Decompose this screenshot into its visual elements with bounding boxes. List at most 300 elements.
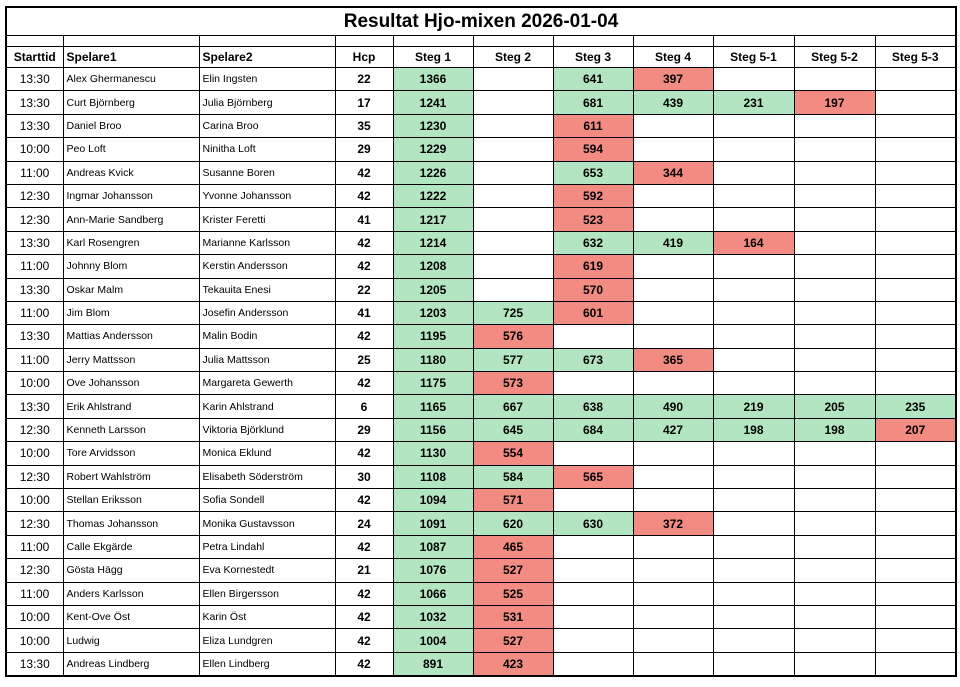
score-cell — [713, 68, 794, 91]
score-cell: 164 — [713, 231, 794, 254]
score-cell — [875, 231, 956, 254]
start-time-cell: 10:00 — [6, 605, 63, 628]
start-time-cell: 10:00 — [6, 442, 63, 465]
score-cell: 1004 — [393, 629, 473, 652]
start-time-cell: 11:00 — [6, 161, 63, 184]
hcp-cell: 42 — [335, 161, 393, 184]
score-cell — [713, 325, 794, 348]
table-row — [6, 114, 956, 137]
start-time-cell: 10:00 — [6, 372, 63, 395]
score-cell: 1226 — [393, 161, 473, 184]
score-cell: 419 — [633, 231, 713, 254]
player2-cell: Monika Gustavsson — [199, 512, 335, 535]
player2-cell: Viktoria Björklund — [199, 418, 335, 441]
player1-cell: Jim Blom — [63, 301, 199, 324]
table-row — [6, 325, 956, 348]
score-cell — [553, 535, 633, 558]
score-cell — [875, 325, 956, 348]
score-cell: 1087 — [393, 535, 473, 558]
player1-cell: Daniel Broo — [63, 114, 199, 137]
score-cell — [553, 559, 633, 582]
score-cell — [553, 442, 633, 465]
player2-cell: Elisabeth Söderström — [199, 465, 335, 488]
score-cell — [875, 489, 956, 512]
table-row — [6, 535, 956, 558]
hcp-cell: 41 — [335, 301, 393, 324]
spacer-cell — [713, 36, 794, 47]
player2-cell: Julia Björnberg — [199, 91, 335, 114]
start-time-cell: 11:00 — [6, 582, 63, 605]
score-cell — [794, 138, 875, 161]
score-cell: 1180 — [393, 348, 473, 371]
player2-cell: Eliza Lundgren — [199, 629, 335, 652]
player2-cell: Yvonne Johansson — [199, 184, 335, 207]
score-cell — [794, 465, 875, 488]
player1-cell: Andreas Lindberg — [63, 652, 199, 676]
score-cell — [713, 512, 794, 535]
start-time-cell: 10:00 — [6, 489, 63, 512]
spacer-cell — [553, 36, 633, 47]
score-cell — [553, 372, 633, 395]
score-cell: 1208 — [393, 255, 473, 278]
table-row — [6, 138, 956, 161]
score-cell: 344 — [633, 161, 713, 184]
table-row — [6, 68, 956, 91]
player2-cell: Julia Mattsson — [199, 348, 335, 371]
score-cell — [794, 442, 875, 465]
player1-cell: Mattias Andersson — [63, 325, 199, 348]
table-row — [6, 442, 956, 465]
score-cell: 1366 — [393, 68, 473, 91]
player2-cell: Monica Eklund — [199, 442, 335, 465]
hcp-cell: 42 — [335, 372, 393, 395]
hcp-cell: 22 — [335, 278, 393, 301]
score-cell: 684 — [553, 418, 633, 441]
table-row — [6, 278, 956, 301]
score-cell — [633, 582, 713, 605]
column-header: Steg 1 — [393, 47, 473, 68]
score-cell: 423 — [473, 652, 553, 676]
score-cell — [633, 255, 713, 278]
score-cell — [875, 68, 956, 91]
table-row — [6, 208, 956, 231]
player1-cell: Tore Arvidsson — [63, 442, 199, 465]
player2-cell: Elin Ingsten — [199, 68, 335, 91]
start-time-cell: 13:30 — [6, 652, 63, 676]
column-header: Hcp — [335, 47, 393, 68]
score-cell: 231 — [713, 91, 794, 114]
score-cell — [633, 652, 713, 676]
hcp-cell: 42 — [335, 582, 393, 605]
table-row — [6, 231, 956, 254]
score-cell: 594 — [553, 138, 633, 161]
score-cell: 1205 — [393, 278, 473, 301]
player1-cell: Kenneth Larsson — [63, 418, 199, 441]
start-time-cell: 11:00 — [6, 255, 63, 278]
hcp-cell: 29 — [335, 418, 393, 441]
score-cell — [794, 255, 875, 278]
player2-cell: Eva Kornestedt — [199, 559, 335, 582]
score-cell: 235 — [875, 395, 956, 418]
score-cell: 465 — [473, 535, 553, 558]
score-cell — [633, 442, 713, 465]
score-cell: 372 — [633, 512, 713, 535]
player1-cell: Stellan Eriksson — [63, 489, 199, 512]
start-time-cell: 10:00 — [6, 138, 63, 161]
score-cell — [794, 114, 875, 137]
score-cell — [713, 465, 794, 488]
start-time-cell: 11:00 — [6, 535, 63, 558]
table-row — [6, 372, 956, 395]
score-cell: 1032 — [393, 605, 473, 628]
score-cell: 397 — [633, 68, 713, 91]
spacer-cell — [393, 36, 473, 47]
score-cell — [473, 184, 553, 207]
player1-cell: Karl Rosengren — [63, 231, 199, 254]
score-cell — [633, 535, 713, 558]
score-cell: 1241 — [393, 91, 473, 114]
score-cell — [794, 512, 875, 535]
score-cell: 1156 — [393, 418, 473, 441]
player2-cell: Malin Bodin — [199, 325, 335, 348]
column-header: Steg 2 — [473, 47, 553, 68]
score-cell — [553, 582, 633, 605]
score-cell: 198 — [794, 418, 875, 441]
score-cell — [633, 114, 713, 137]
score-cell — [794, 559, 875, 582]
score-cell: 1214 — [393, 231, 473, 254]
hcp-cell: 42 — [335, 442, 393, 465]
score-cell — [875, 208, 956, 231]
score-cell — [875, 184, 956, 207]
start-time-cell: 11:00 — [6, 348, 63, 371]
score-cell — [473, 114, 553, 137]
start-time-cell: 13:30 — [6, 395, 63, 418]
score-cell — [713, 629, 794, 652]
score-cell: 527 — [473, 559, 553, 582]
score-cell: 584 — [473, 465, 553, 488]
spacer-cell — [875, 36, 956, 47]
score-cell — [553, 652, 633, 676]
hcp-cell: 6 — [335, 395, 393, 418]
player1-cell: Ingmar Johansson — [63, 184, 199, 207]
table-row — [6, 418, 956, 441]
score-cell — [713, 161, 794, 184]
player1-cell: Thomas Johansson — [63, 512, 199, 535]
hcp-cell: 41 — [335, 208, 393, 231]
start-time-cell: 13:30 — [6, 114, 63, 137]
score-cell — [875, 278, 956, 301]
score-cell — [633, 465, 713, 488]
score-cell — [794, 629, 875, 652]
score-cell — [473, 278, 553, 301]
table-row — [6, 184, 956, 207]
score-cell — [553, 629, 633, 652]
score-cell — [713, 442, 794, 465]
score-cell — [713, 184, 794, 207]
start-time-cell: 13:30 — [6, 91, 63, 114]
start-time-cell: 12:30 — [6, 208, 63, 231]
score-cell: 1130 — [393, 442, 473, 465]
score-cell: 207 — [875, 418, 956, 441]
score-cell: 1230 — [393, 114, 473, 137]
score-cell — [794, 582, 875, 605]
score-cell — [713, 255, 794, 278]
score-cell: 681 — [553, 91, 633, 114]
hcp-cell: 42 — [335, 489, 393, 512]
hcp-cell: 30 — [335, 465, 393, 488]
score-cell — [473, 255, 553, 278]
score-cell: 1217 — [393, 208, 473, 231]
score-cell: 1091 — [393, 512, 473, 535]
score-cell — [875, 512, 956, 535]
score-cell — [473, 231, 553, 254]
player1-cell: Peo Loft — [63, 138, 199, 161]
score-cell: 619 — [553, 255, 633, 278]
player2-cell: Sofia Sondell — [199, 489, 335, 512]
table-row — [6, 512, 956, 535]
hcp-cell: 24 — [335, 512, 393, 535]
start-time-cell: 13:30 — [6, 231, 63, 254]
score-cell — [794, 348, 875, 371]
player1-cell: Calle Ekgärde — [63, 535, 199, 558]
score-cell: 198 — [713, 418, 794, 441]
score-cell: 1175 — [393, 372, 473, 395]
player2-cell: Josefin Andersson — [199, 301, 335, 324]
score-cell: 611 — [553, 114, 633, 137]
sheet-title: Resultat Hjo-mixen 2026-01-04 — [6, 7, 956, 36]
score-cell — [875, 138, 956, 161]
start-time-cell: 13:30 — [6, 325, 63, 348]
score-cell — [794, 231, 875, 254]
player2-cell: Ninitha Loft — [199, 138, 335, 161]
hcp-cell: 21 — [335, 559, 393, 582]
column-header: Steg 5-1 — [713, 47, 794, 68]
table-row — [6, 489, 956, 512]
player2-cell: Kerstin Andersson — [199, 255, 335, 278]
player1-cell: Kent-Ove Öst — [63, 605, 199, 628]
score-cell — [713, 348, 794, 371]
player1-cell: Curt Björnberg — [63, 91, 199, 114]
score-cell: 571 — [473, 489, 553, 512]
player1-cell: Ann-Marie Sandberg — [63, 208, 199, 231]
score-cell: 632 — [553, 231, 633, 254]
score-cell — [875, 301, 956, 324]
score-cell: 205 — [794, 395, 875, 418]
hcp-cell: 17 — [335, 91, 393, 114]
score-cell — [794, 535, 875, 558]
score-cell — [875, 629, 956, 652]
table-row — [6, 559, 956, 582]
column-header: Spelare1 — [63, 47, 199, 68]
score-cell — [875, 255, 956, 278]
score-cell: 1222 — [393, 184, 473, 207]
player2-cell: Karin Öst — [199, 605, 335, 628]
score-cell — [473, 68, 553, 91]
score-cell — [633, 372, 713, 395]
player2-cell: Susanne Boren — [199, 161, 335, 184]
score-cell: 531 — [473, 605, 553, 628]
score-cell: 725 — [473, 301, 553, 324]
column-header: Steg 5-3 — [875, 47, 956, 68]
score-cell — [794, 161, 875, 184]
score-cell — [875, 161, 956, 184]
score-cell — [473, 208, 553, 231]
score-cell — [794, 184, 875, 207]
score-cell — [553, 605, 633, 628]
score-cell — [875, 582, 956, 605]
score-cell — [713, 582, 794, 605]
start-time-cell: 13:30 — [6, 68, 63, 91]
score-cell: 565 — [553, 465, 633, 488]
score-cell: 620 — [473, 512, 553, 535]
table-row — [6, 161, 956, 184]
hcp-cell: 42 — [335, 629, 393, 652]
score-cell — [794, 325, 875, 348]
score-cell — [713, 301, 794, 324]
hcp-cell: 25 — [335, 348, 393, 371]
score-cell: 1203 — [393, 301, 473, 324]
score-cell: 891 — [393, 652, 473, 676]
hcp-cell: 22 — [335, 68, 393, 91]
score-cell — [633, 278, 713, 301]
player2-cell: Marianne Karlsson — [199, 231, 335, 254]
player1-cell: Erik Ahlstrand — [63, 395, 199, 418]
score-cell — [794, 605, 875, 628]
score-cell — [875, 348, 956, 371]
score-cell — [713, 114, 794, 137]
table-row — [6, 255, 956, 278]
score-cell: 427 — [633, 418, 713, 441]
score-cell: 365 — [633, 348, 713, 371]
player1-cell: Alex Ghermanescu — [63, 68, 199, 91]
score-cell — [633, 559, 713, 582]
score-cell — [713, 278, 794, 301]
player1-cell: Robert Wahlström — [63, 465, 199, 488]
score-cell — [633, 208, 713, 231]
column-header: Spelare2 — [199, 47, 335, 68]
score-cell — [473, 161, 553, 184]
score-cell — [713, 559, 794, 582]
hcp-cell: 42 — [335, 255, 393, 278]
score-cell — [875, 372, 956, 395]
score-cell — [713, 138, 794, 161]
spacer-cell — [633, 36, 713, 47]
score-cell: 439 — [633, 91, 713, 114]
player2-cell: Ellen Birgersson — [199, 582, 335, 605]
score-cell — [633, 184, 713, 207]
player1-cell: Ove Johansson — [63, 372, 199, 395]
table-row — [6, 582, 956, 605]
hcp-cell: 42 — [335, 231, 393, 254]
player1-cell: Gösta Hägg — [63, 559, 199, 582]
hcp-cell: 29 — [335, 138, 393, 161]
score-cell: 601 — [553, 301, 633, 324]
table-row — [6, 91, 956, 114]
spacer-cell — [6, 36, 63, 47]
score-cell: 527 — [473, 629, 553, 652]
score-cell: 525 — [473, 582, 553, 605]
score-cell: 653 — [553, 161, 633, 184]
score-cell — [875, 91, 956, 114]
table-row — [6, 629, 956, 652]
score-cell — [794, 652, 875, 676]
table-row — [6, 348, 956, 371]
hcp-cell: 42 — [335, 325, 393, 348]
spacer-cell — [335, 36, 393, 47]
score-cell — [633, 301, 713, 324]
score-cell — [875, 465, 956, 488]
score-cell — [713, 652, 794, 676]
results-table — [5, 6, 957, 677]
score-cell — [713, 372, 794, 395]
score-cell: 576 — [473, 325, 553, 348]
column-header: Steg 4 — [633, 47, 713, 68]
start-time-cell: 12:30 — [6, 465, 63, 488]
score-cell — [794, 208, 875, 231]
score-cell — [875, 605, 956, 628]
start-time-cell: 12:30 — [6, 184, 63, 207]
score-cell: 573 — [473, 372, 553, 395]
score-cell: 197 — [794, 91, 875, 114]
score-cell — [713, 489, 794, 512]
score-cell: 490 — [633, 395, 713, 418]
player1-cell: Oskar Malm — [63, 278, 199, 301]
score-cell — [875, 114, 956, 137]
score-cell: 219 — [713, 395, 794, 418]
score-cell — [633, 605, 713, 628]
table-row — [6, 652, 956, 676]
score-cell: 667 — [473, 395, 553, 418]
column-header: Steg 5-2 — [794, 47, 875, 68]
hcp-cell: 42 — [335, 535, 393, 558]
score-cell: 554 — [473, 442, 553, 465]
score-cell: 1165 — [393, 395, 473, 418]
score-cell: 641 — [553, 68, 633, 91]
player2-cell: Krister Feretti — [199, 208, 335, 231]
start-time-cell: 12:30 — [6, 559, 63, 582]
score-cell: 592 — [553, 184, 633, 207]
score-cell — [875, 535, 956, 558]
player1-cell: Johnny Blom — [63, 255, 199, 278]
score-cell: 570 — [553, 278, 633, 301]
table-row — [6, 395, 956, 418]
start-time-cell: 13:30 — [6, 278, 63, 301]
column-header: Steg 3 — [553, 47, 633, 68]
score-cell: 638 — [553, 395, 633, 418]
score-cell: 1108 — [393, 465, 473, 488]
player1-cell: Anders Karlsson — [63, 582, 199, 605]
score-cell: 630 — [553, 512, 633, 535]
column-header: Starttid — [6, 47, 63, 68]
player1-cell: Ludwig — [63, 629, 199, 652]
score-cell: 645 — [473, 418, 553, 441]
start-time-cell: 12:30 — [6, 418, 63, 441]
score-cell — [875, 559, 956, 582]
table-row — [6, 465, 956, 488]
start-time-cell: 10:00 — [6, 629, 63, 652]
player2-cell: Karin Ahlstrand — [199, 395, 335, 418]
score-cell: 1066 — [393, 582, 473, 605]
score-cell — [553, 325, 633, 348]
hcp-cell: 35 — [335, 114, 393, 137]
start-time-cell: 11:00 — [6, 301, 63, 324]
score-cell: 1195 — [393, 325, 473, 348]
player1-cell: Jerry Mattsson — [63, 348, 199, 371]
score-cell — [875, 442, 956, 465]
score-cell: 1229 — [393, 138, 473, 161]
table-row — [6, 301, 956, 324]
